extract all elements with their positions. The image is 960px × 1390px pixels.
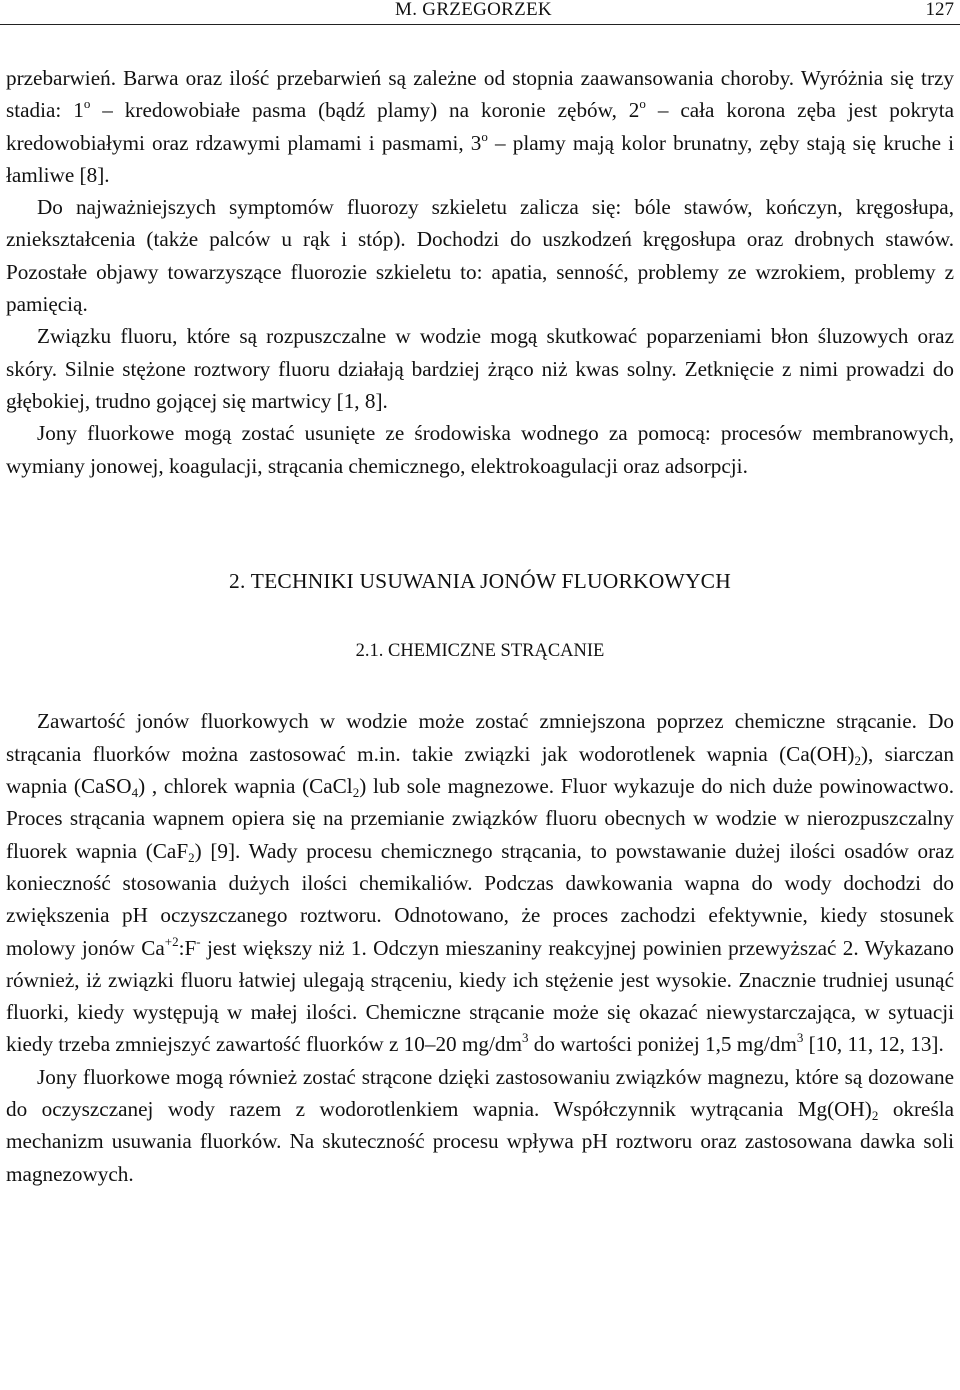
- superscript: o: [639, 96, 646, 112]
- text-run: Jony fluorkowe mogą również zostać strącone dzięki zastosowaniu związków magnezu, które są dozowane do oczyszczanej wody razem z wodorotlenkiem wapnia. Współczynnik wytrącania Mg(OH): [6, 1064, 954, 1122]
- paragraph-fluorine-compounds: Związku fluoru, które są rozpuszczalne w wodzie mogą skutkować poparzeniami błon śluzowych oraz skóry. Silnie stężone roztwory fluoru działają bardziej żrąco niż kwas solny. Zetknięcie z nimi prowadzi do głębokiej, trudno gojącej się martwicy [1, 8].: [6, 324, 954, 413]
- subscript: 2: [352, 785, 360, 801]
- text-run: określa mechanizm usuwania fluorków. Na skuteczność procesu wpływa pH roztworu oraz zastosowana dawka soli magnezowych.: [6, 1097, 954, 1186]
- subscript: 4: [131, 785, 139, 801]
- superscript: 3: [521, 1030, 529, 1046]
- text-run: jest większy niż 1. Odczyn mieszaniny reakcyjnej powinien przewyższać 2. Wykazano również, iż związki fluoru łatwiej ulegają strąceniu, kiedy ich stężenie jest wysokie. Znacznie trudniej usunąć fluorki, kiedy występują w małej ilości. Chemiczne strącanie może się okazać niewystarczająca, w sytuacji kiedy trzeba zmniejszyć zawartość fluorków z 10–20 mg/dm: [6, 935, 954, 1057]
- document-body: [6, 62, 954, 1190]
- superscript: o: [481, 128, 488, 144]
- paragraph-magnesium-precipitation: [6, 1061, 954, 1190]
- subscript: 2: [854, 752, 861, 768]
- text-run: – cała korona zęba jest pokryta kredowobiałymi oraz rdzawymi plamami i pasmami, 3: [6, 98, 954, 155]
- section-heading: 2. TECHNIKI USUWANIA JONÓW FLUORKOWYCH: [229, 568, 731, 593]
- paragraph-skeletal-symptoms: Do najważniejszych symptomów fluorozy szkieletu zalicza się: bóle stawów, kończyn, kręgosłupa, zniekształcenia (także palców u rąk i stóp). Dochodzi do uszkodzeń kręgosłupa oraz drobnych stawów. Pozostałe objawy towarzyszące fluorozie szkieletu to: apatia, senność, problemy ze wzrokiem, problemy z pamięcią.: [6, 195, 954, 317]
- text-run: :F: [178, 935, 197, 960]
- superscript: 3: [796, 1030, 804, 1046]
- subscript: 2: [871, 1108, 879, 1124]
- text-run: ) [9]. Wady procesu chemicznego strącania, to powstawanie dużej ilości osadów oraz konieczność stosowania dużych ilości chemikaliów. Podczas dawkowania wapna do wody dochodzi do zwiększenia pH oczyszczanego roztworu. Odnotowano, że proces zachodzi efektywnie, kiedy stosunek molowy jonów Ca: [6, 838, 954, 960]
- text-run: przebarwień. Barwa oraz ilość przebarwień są zależne od stopnia zaawansowania choroby. Wyróżnia się trzy stadia: 1: [6, 66, 954, 123]
- subsection-heading: 2.1. CHEMICZNE STRĄCANIE: [355, 641, 605, 662]
- text-run: ) , chlorek wapnia (CaCl: [138, 774, 353, 799]
- page-number: 127: [925, 0, 954, 20]
- superscript: -: [196, 933, 201, 949]
- superscript: o: [83, 96, 91, 112]
- superscript: +2: [164, 933, 179, 949]
- text-run: Zawartość jonów fluorkowych w wodzie może zostać zmniejszona poprzez chemiczne strącanie. Do strącania fluorków można zastosować m.in. takie związki jak wodorotlenek wapnia (Ca(OH): [6, 709, 954, 766]
- text-run: – kredowobiałe pasma (bądź plamy) na koronie zębów, 2: [90, 98, 640, 123]
- paragraph-chemical-precipitation: [6, 705, 954, 1060]
- text-run: – plamy mają kolor brunatny, zęby stają się kruche i łamliwe [8].: [6, 130, 955, 187]
- paragraph-removal-methods: Jony fluorkowe mogą zostać usunięte ze środowiska wodnego za pomocą: procesów membranowych, wymiany jonowej, koagulacji, strącania chemicznego, elektrokoagulacji oraz adsorpcji.: [6, 421, 954, 478]
- running-head-author: M. GRZEGORZEK: [395, 0, 552, 20]
- page-header: [0, 0, 960, 25]
- text-run: ), siarczan wapnia (CaSO: [6, 741, 954, 799]
- text-run: [10, 11, 12, 13].: [803, 1032, 944, 1057]
- text-run: do wartości poniżej 1,5 mg/dm: [528, 1032, 797, 1057]
- subscript: 2: [188, 849, 195, 865]
- paragraph-fluorosis-stages: [6, 62, 954, 191]
- text-run: ) lub sole magnezowe. Fluor wykazuje do nich duże powinowactwo. Proces strącania wapnem opiera się na przemianie związków fluoru obecnych w wodzie w nierozpuszczalny fluorek wapnia (CaF: [6, 774, 954, 863]
